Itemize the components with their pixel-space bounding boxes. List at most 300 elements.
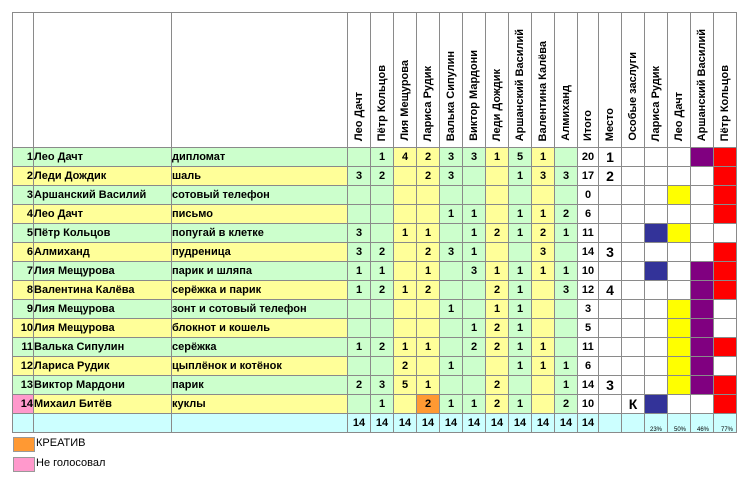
vote-cell [348,395,371,414]
legend-swatch-creative [13,437,35,452]
footer-total: 14 [578,414,599,433]
footer-count: 14 [509,414,532,433]
row-special [622,319,645,338]
vote-cell: 1 [486,262,509,281]
vote-cell: 1 [348,338,371,357]
row-place: 4 [599,281,622,300]
footer-cell [599,414,622,433]
row-total: 6 [578,205,599,224]
vote-cell: 2 [555,205,578,224]
vote-cell: 2 [555,395,578,414]
judge-mark [668,395,691,414]
row-number: 6 [13,243,34,262]
vote-cell: 1 [532,148,555,167]
legend-label-creative: КРЕАТИВ [36,437,86,449]
vote-cell: 2 [371,243,394,262]
judge-mark [645,319,668,338]
judge-mark [668,319,691,338]
row-item: письмо [172,205,348,224]
row-special [622,167,645,186]
vote-cell: 1 [509,167,532,186]
table-row [13,376,737,395]
footer-cell [34,414,172,433]
vote-cell [509,376,532,395]
vote-cell: 1 [463,224,486,243]
row-special [622,357,645,376]
row-number: 8 [13,281,34,300]
row-place [599,395,622,414]
row-item: блокнот и кошель [172,319,348,338]
header-judge: Лео Дачт [668,13,691,148]
vote-cell: 1 [417,376,440,395]
judge-mark [668,300,691,319]
vote-cell [394,186,417,205]
judge-mark [691,338,714,357]
row-total: 6 [578,357,599,376]
vote-cell: 3 [440,167,463,186]
vote-cell: 1 [532,205,555,224]
vote-cell: 1 [509,281,532,300]
row-item: цыплёнок и котёнок [172,357,348,376]
vote-cell: 2 [486,319,509,338]
header-total: Итого [578,13,599,148]
judge-mark [714,167,737,186]
vote-cell [440,281,463,300]
judge-mark [645,148,668,167]
vote-cell: 1 [509,395,532,414]
row-name: Алмиханд [34,243,172,262]
vote-cell [463,186,486,205]
judge-mark [714,205,737,224]
vote-cell: 2 [417,167,440,186]
header-voter: Лариса Рудик [417,13,440,148]
vote-cell: 1 [555,224,578,243]
header-voter: Пётр Кольцов [371,13,394,148]
vote-cell: 2 [463,338,486,357]
legend-swatch-not-voted [13,457,35,472]
vote-cell: 1 [440,395,463,414]
vote-cell [440,224,463,243]
row-item: куклы [172,395,348,414]
judge-mark [714,300,737,319]
vote-cell: 2 [417,243,440,262]
header-voter: Алмиханд [555,13,578,148]
vote-cell: 3 [555,167,578,186]
row-item: дипломат [172,148,348,167]
judge-mark [668,357,691,376]
header-special: Особые заслуги [622,13,645,148]
vote-cell [463,281,486,300]
footer-count: 14 [440,414,463,433]
table-row [13,262,737,281]
header-judge: Пётр Кольцов [714,13,737,148]
row-special [622,338,645,357]
vote-cell: 3 [371,376,394,395]
vote-cell: 2 [486,395,509,414]
vote-cell [348,205,371,224]
header-voter: Виктор Мардони [463,13,486,148]
vote-cell [463,357,486,376]
vote-cell [440,319,463,338]
header-item [172,13,348,148]
judge-mark [668,186,691,205]
header-name [34,13,172,148]
judge-mark [645,224,668,243]
row-place [599,319,622,338]
vote-cell: 2 [532,224,555,243]
vote-cell [440,262,463,281]
vote-cell [348,357,371,376]
vote-cell: 3 [532,167,555,186]
percent-label: 77% [721,427,734,433]
judge-mark [645,376,668,395]
judge-mark [668,338,691,357]
vote-cell: 3 [440,148,463,167]
vote-cell [509,243,532,262]
vote-cell [348,300,371,319]
vote-cell: 1 [463,205,486,224]
judge-mark [645,357,668,376]
vote-cell: 2 [371,338,394,357]
vote-cell [371,186,394,205]
vote-cell [394,167,417,186]
vote-cell [440,186,463,205]
percent-label: 23% [650,427,663,433]
row-number: 14 [13,395,34,414]
row-name: Леди Дождик [34,167,172,186]
row-item: парик и шляпа [172,262,348,281]
row-item: попугай в клетке [172,224,348,243]
vote-cell [532,395,555,414]
row-special [622,224,645,243]
row-special: К [622,395,645,414]
header-voter: Лео Дачт [348,13,371,148]
header-place: Место [599,13,622,148]
row-total: 12 [578,281,599,300]
judge-mark [691,148,714,167]
vote-cell [532,319,555,338]
row-special [622,148,645,167]
vote-cell [417,357,440,376]
row-total: 3 [578,300,599,319]
vote-cell [394,262,417,281]
vote-cell: 3 [463,262,486,281]
vote-cell [394,205,417,224]
judge-mark [691,395,714,414]
judge-mark [691,319,714,338]
header-num [13,13,34,148]
judge-mark [714,281,737,300]
row-number: 2 [13,167,34,186]
vote-cell: 1 [532,357,555,376]
judge-mark [691,300,714,319]
row-item: шаль [172,167,348,186]
vote-cell: 1 [463,319,486,338]
row-number: 13 [13,376,34,395]
vote-cell: 1 [509,224,532,243]
vote-cell [394,395,417,414]
vote-cell: 3 [532,243,555,262]
vote-cell [555,243,578,262]
vote-cell [486,243,509,262]
row-place: 1 [599,148,622,167]
judge-mark [691,262,714,281]
percent-label: 46% [697,427,710,433]
row-special [622,281,645,300]
vote-cell [417,319,440,338]
table-row [13,395,737,414]
judge-mark [668,262,691,281]
row-name: Пётр Кольцов [34,224,172,243]
row-number: 12 [13,357,34,376]
table-row [13,167,737,186]
row-number: 4 [13,205,34,224]
vote-cell: 3 [440,243,463,262]
judge-mark [691,186,714,205]
vote-cell [555,338,578,357]
vote-cell [555,186,578,205]
row-name: Виктор Мардони [34,376,172,395]
vote-cell: 1 [440,300,463,319]
vote-cell: 1 [417,262,440,281]
row-item: пудреница [172,243,348,262]
vote-cell [486,357,509,376]
row-number: 5 [13,224,34,243]
vote-cell [486,186,509,205]
legend-label-not-voted: Не голосовал [36,457,106,469]
judge-mark [691,224,714,243]
vote-cell: 1 [394,338,417,357]
vote-cell [394,319,417,338]
footer-count: 14 [532,414,555,433]
row-special [622,262,645,281]
vote-cell: 1 [532,262,555,281]
vote-cell: 2 [417,281,440,300]
judge-mark [714,243,737,262]
vote-cell [394,300,417,319]
judge-mark [691,167,714,186]
vote-cell: 1 [509,338,532,357]
row-place [599,205,622,224]
judge-mark [691,281,714,300]
footer-count: 14 [394,414,417,433]
table-row [13,319,737,338]
vote-cell [417,300,440,319]
row-place: 3 [599,376,622,395]
table-body [13,148,737,433]
voting-table [12,12,737,433]
judge-mark [714,376,737,395]
judge-mark [714,262,737,281]
judge-mark [691,243,714,262]
vote-cell [555,148,578,167]
vote-cell: 2 [486,281,509,300]
vote-cell: 1 [371,148,394,167]
vote-cell: 4 [394,148,417,167]
row-place: 3 [599,243,622,262]
table-row [13,148,737,167]
row-total: 14 [578,376,599,395]
judge-mark [714,148,737,167]
vote-cell: 2 [417,148,440,167]
row-total: 11 [578,338,599,357]
percent-label: 50% [674,427,687,433]
judge-mark [668,224,691,243]
vote-cell [532,376,555,395]
vote-cell: 1 [394,224,417,243]
judge-mark [691,205,714,224]
vote-cell [509,186,532,205]
vote-cell: 1 [371,262,394,281]
row-place [599,262,622,281]
vote-cell [532,186,555,205]
vote-cell: 3 [463,148,486,167]
row-name: Михаил Битёв [34,395,172,414]
row-number: 9 [13,300,34,319]
row-special [622,300,645,319]
judge-mark [645,395,668,414]
vote-cell: 1 [417,224,440,243]
vote-cell: 1 [440,357,463,376]
judge-mark [691,376,714,395]
table-row [13,205,737,224]
footer-cell [172,414,348,433]
row-name: Аршанский Василий [34,186,172,205]
table-row [13,243,737,262]
vote-cell: 5 [394,376,417,395]
table-row [13,224,737,243]
vote-cell [555,300,578,319]
row-special [622,376,645,395]
vote-cell: 2 [486,376,509,395]
row-place: 2 [599,167,622,186]
row-name: Валька Сипулин [34,338,172,357]
vote-cell [348,186,371,205]
header-judge: Лариса Рудик [645,13,668,148]
vote-cell: 2 [371,281,394,300]
row-number: 11 [13,338,34,357]
footer-count: 14 [463,414,486,433]
judge-mark [668,148,691,167]
vote-cell: 1 [348,281,371,300]
row-place [599,357,622,376]
vote-cell: 3 [348,243,371,262]
header-judge: Аршанский Василий [691,13,714,148]
table-row [13,281,737,300]
judge-mark [714,395,737,414]
vote-cell: 1 [463,243,486,262]
header-voter: Леди Дождик [486,13,509,148]
judge-mark [714,186,737,205]
row-item: парик [172,376,348,395]
header-voter: Валентина Калёва [532,13,555,148]
vote-cell: 1 [486,148,509,167]
judge-mark [668,243,691,262]
header-voter: Аршанский Василий [509,13,532,148]
judge-mark [714,224,737,243]
vote-cell: 1 [555,376,578,395]
vote-cell: 1 [509,300,532,319]
row-item: серёжка и парик [172,281,348,300]
header-voter: Валька Сипулин [440,13,463,148]
judge-mark [645,243,668,262]
vote-cell [417,186,440,205]
vote-cell [532,300,555,319]
table-row [13,186,737,205]
vote-cell: 2 [394,357,417,376]
vote-cell: 2 [486,338,509,357]
row-name: Лия Мещурова [34,262,172,281]
judge-mark [714,338,737,357]
vote-cell [440,338,463,357]
vote-cell [371,224,394,243]
row-number: 1 [13,148,34,167]
table-row [13,357,737,376]
vote-cell [371,357,394,376]
row-total: 10 [578,395,599,414]
row-total: 17 [578,167,599,186]
judge-mark [645,262,668,281]
row-number: 3 [13,186,34,205]
vote-cell: 1 [371,395,394,414]
row-name: Валентина Калёва [34,281,172,300]
judge-mark [645,205,668,224]
vote-cell [348,319,371,338]
judge-mark [714,319,737,338]
row-total: 0 [578,186,599,205]
vote-cell [371,300,394,319]
vote-cell: 2 [371,167,394,186]
footer-count: 14 [417,414,440,433]
vote-cell: 1 [394,281,417,300]
vote-cell [486,167,509,186]
footer-count: 14 [486,414,509,433]
row-name: Лия Мещурова [34,300,172,319]
judge-mark [645,281,668,300]
vote-cell: 3 [348,167,371,186]
row-special [622,205,645,224]
row-name: Лео Дачт [34,148,172,167]
row-item: зонт и сотовый телефон [172,300,348,319]
vote-cell: 2 [348,376,371,395]
vote-cell [463,376,486,395]
vote-cell [371,205,394,224]
vote-cell: 1 [555,357,578,376]
row-item: сотовый телефон [172,186,348,205]
table-row [13,338,737,357]
vote-cell [394,243,417,262]
row-number: 10 [13,319,34,338]
row-name: Лия Мещурова [34,319,172,338]
vote-cell: 1 [509,357,532,376]
footer-cell [13,414,34,433]
judge-mark [691,357,714,376]
vote-cell: 1 [509,205,532,224]
row-place [599,300,622,319]
row-special [622,243,645,262]
vote-cell: 1 [348,262,371,281]
vote-cell [532,281,555,300]
judge-mark [645,300,668,319]
footer-row [13,414,737,433]
vote-cell [463,300,486,319]
judge-mark [645,167,668,186]
judge-mark [714,357,737,376]
judge-mark [668,281,691,300]
vote-cell [463,167,486,186]
vote-cell [417,205,440,224]
row-place [599,224,622,243]
